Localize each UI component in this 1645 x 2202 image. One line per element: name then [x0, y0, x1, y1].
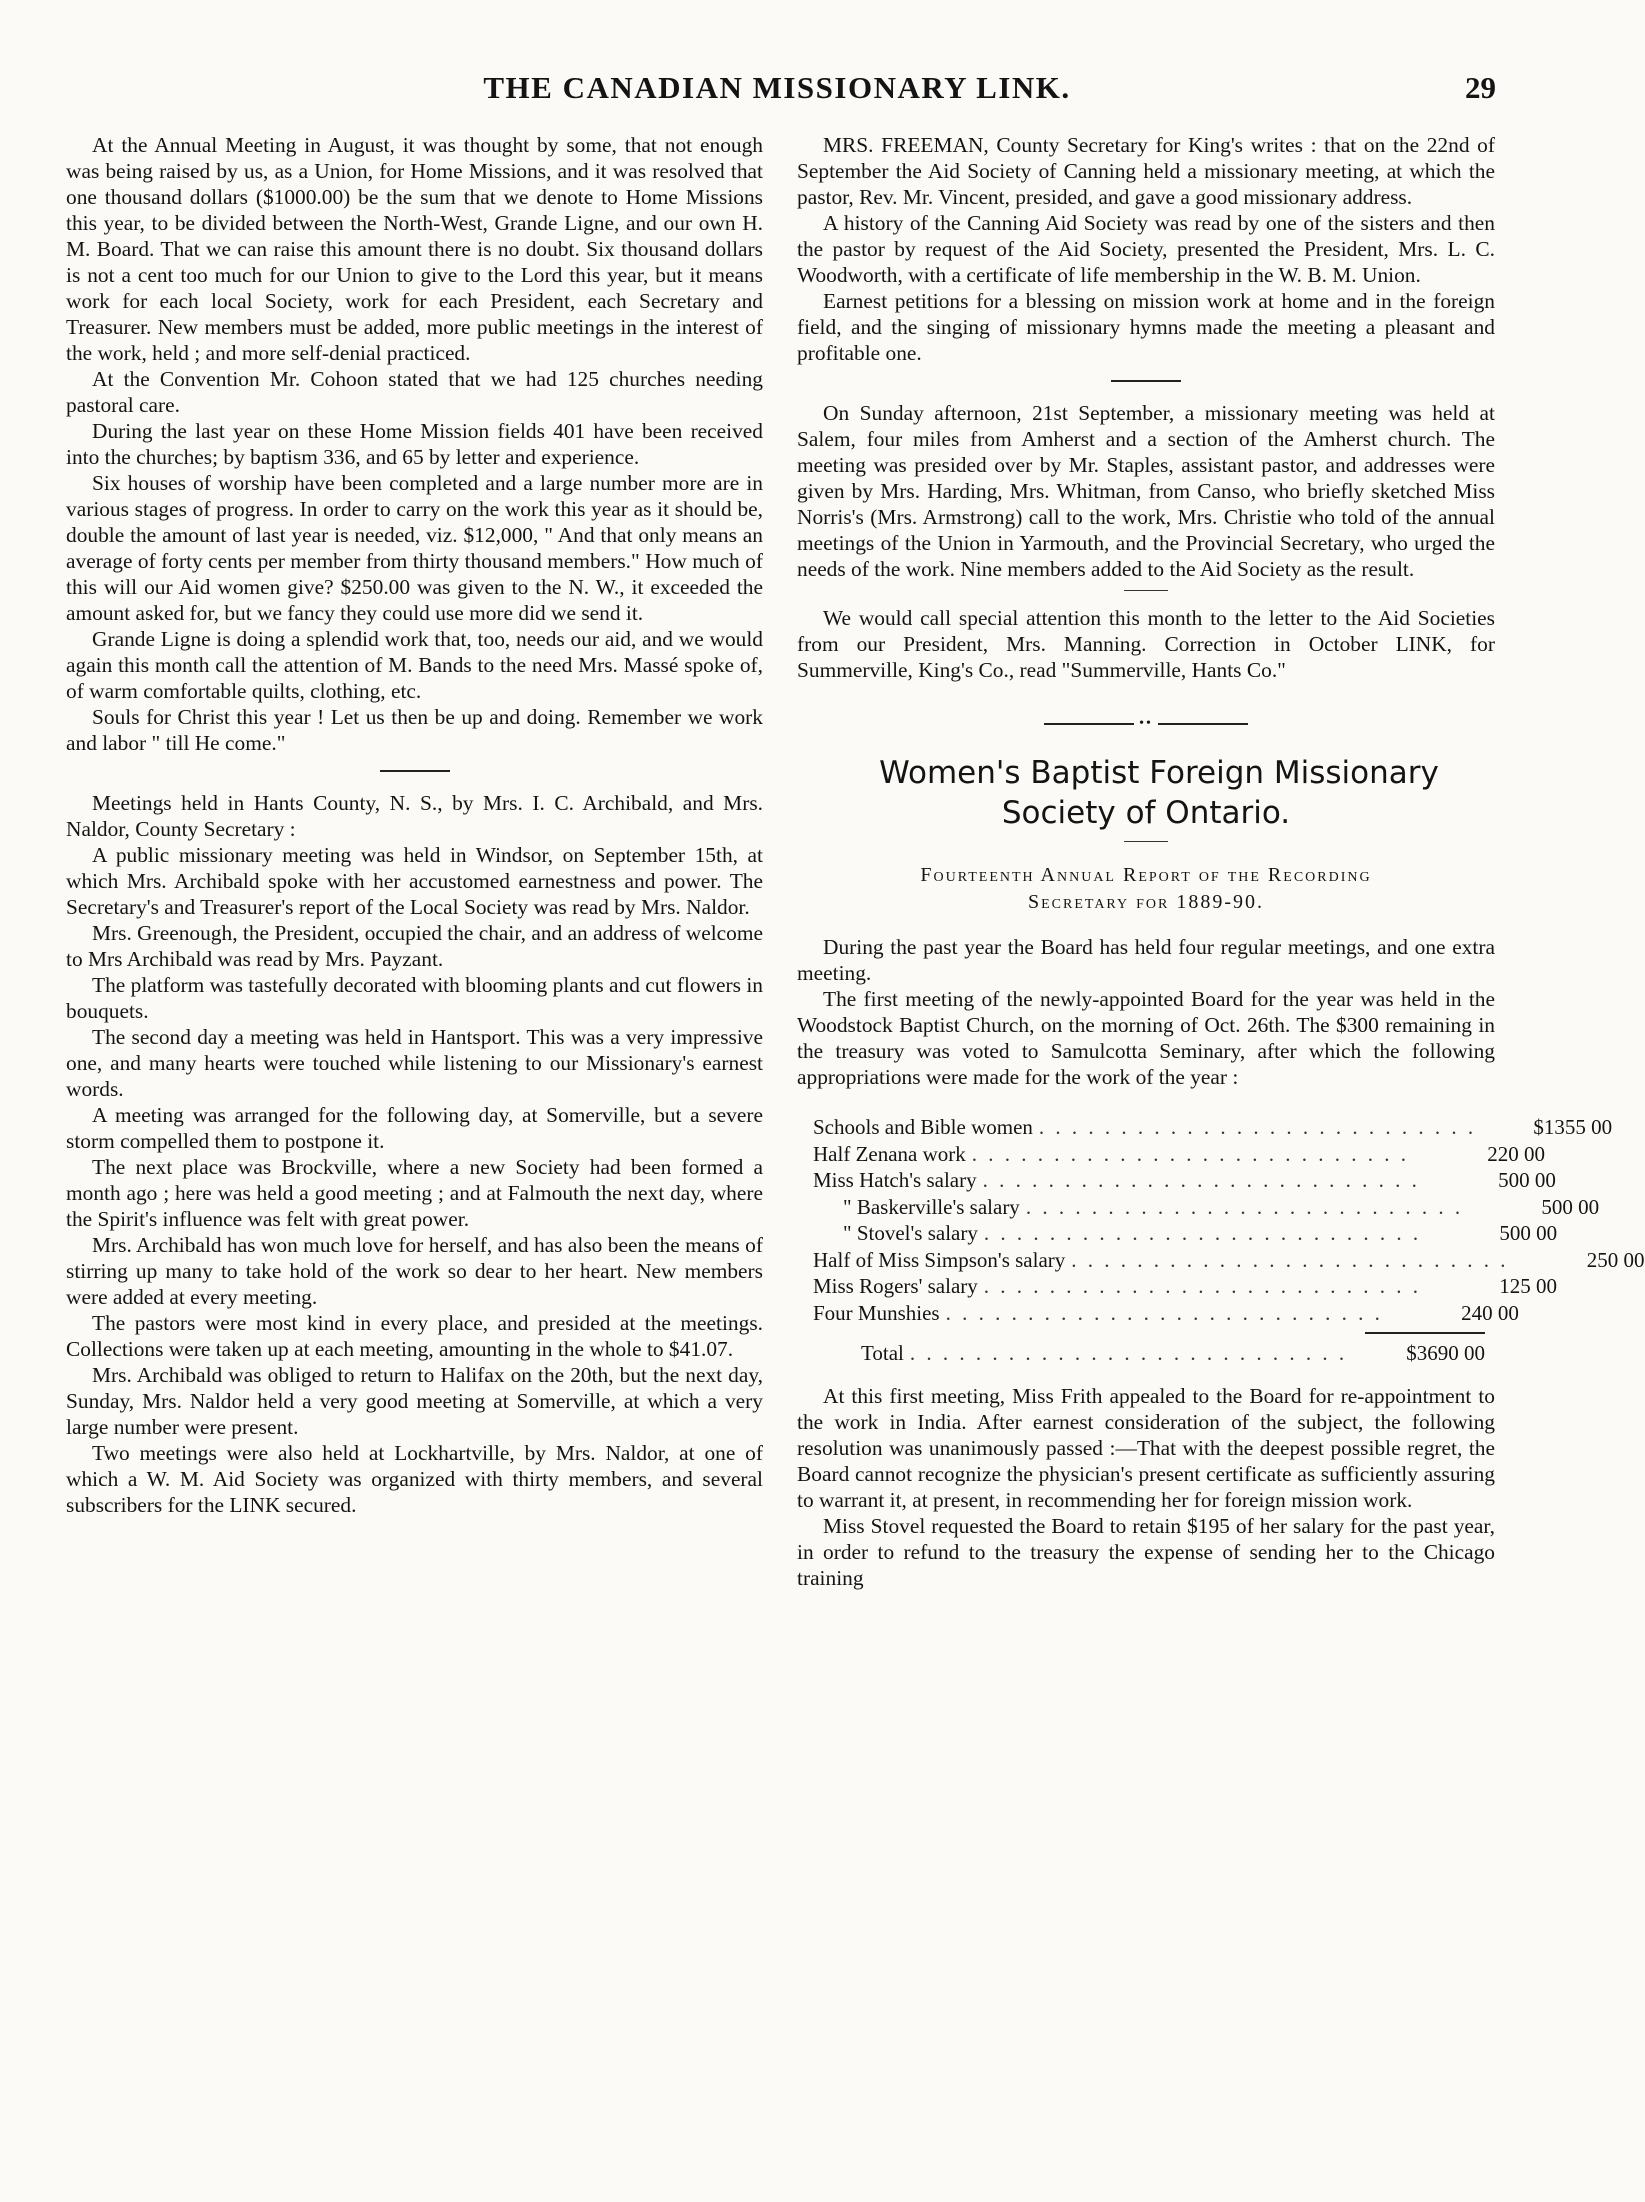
table-row: Miss Hatch's salary . . . . . . . . . . . . . . . . . . . . . . . . . . . 500 00: [813, 1168, 1556, 1192]
table-row: Half Zenana work . . . . . . . . . . . . . . . . . . . . . . . . . . . 220 00: [813, 1141, 1546, 1166]
page-header: [0, 70, 1554, 116]
left-column: [66, 132, 763, 2172]
paragraph: During the last year on these Home Mission fields 401 have been received into the churches; by baptism 336, and 65 by letter and experience.: [66, 419, 763, 469]
appropriation-label: Half Zenana work: [813, 1141, 966, 1166]
table-row: Schools and Bible women . . . . . . . . . . . . . . . . . . . . . . . . . . . $1355 00: [813, 1115, 1613, 1139]
appropriation-label: " Stovel's salary: [843, 1221, 978, 1245]
sum-rule: [1365, 1332, 1485, 1334]
table-row: Miss Rogers' salary . . . . . . . . . . . . . . . . . . . . . . . . . . . 125 00: [813, 1274, 1558, 1298]
section-divider: [1111, 380, 1181, 382]
paragraph: At this first meeting, Miss Frith appealed to the Board for re-appointment to the work in India. After earnest consideration of the subject, the following resolution was unanimously passed :—That with the deepest possible regret, the Board cannot recognize the physician's present certificate as sufficiently assuring to warrant it, at present, in recommending her for foreign mission work.: [797, 1383, 1495, 1512]
paragraph: Mrs. Archibald was obliged to return to Halifax on the 20th, but the next day, Sunday, Mrs. Naldor held a very good meeting at Somerville, at which a very large number were present.: [66, 1363, 763, 1439]
table-row: Half of Miss Simpson's salary . . . . . . . . . . . . . . . . . . . . . . . . . . . 250 00: [813, 1247, 1645, 1272]
paragraph: We would call special attention this month to the letter to the Aid Societies from our President, Mrs. Manning. Correction in October LINK, for Summerville, King's Co., read "Summerville, Hants Co.": [797, 606, 1495, 682]
appropriations-table: [813, 1114, 1645, 1367]
table-row: " Baskerville's salary . . . . . . . . . . . . . . . . . . . . . . . . . . . 500 00: [813, 1194, 1485, 1221]
appropriation-amount: 500 00: [1499, 1221, 1558, 1245]
paragraph: Meetings held in Hants County, N. S., by Mrs. I. C. Archibald, and Mrs. Naldor, County Secretary :: [66, 791, 763, 841]
page-number: 29: [1465, 70, 1496, 105]
appropriation-amount: 250 00: [1586, 1247, 1645, 1272]
paragraph: MRS. FREEMAN, County Secretary for King's writes : that on the 22nd of September the Aid Society of Canning held a missionary meeting, at which the pastor, Rev. Mr. Vincent, presided, and gave a good missionary address.: [797, 133, 1495, 209]
total-row: Total . . . . . . . . . . . . . . . . . . . . . . . . . . . $3690 00: [813, 1340, 1485, 1367]
paragraph: At the Annual Meeting in August, it was thought by some, that not enough was being raised by us, as a Union, for Home Missions, and it was resolved that one thousand dollars ($1000.00) be the sum that we denote to Home Missions this year, to be divided between the North-West, Grande Ligne, and our own H. M. Board. That we can raise this amount there is no doubt. Six thousand dollars is not a cent too much for our Union to give to the Lord this year, but it means work for each local Society, work for each President, each Secretary and Treasurer. New members must be added, more public meetings in the interest of the work, held ; and more self-denial practiced.: [66, 133, 763, 365]
appropriation-label: Miss Hatch's salary: [813, 1168, 977, 1192]
report-heading-line: Fourteenth Annual Report of the Recording: [920, 864, 1372, 886]
appropriation-label: " Baskerville's salary: [843, 1194, 1020, 1219]
appropriation-label: Miss Rogers' salary: [813, 1274, 978, 1298]
paragraph: Miss Stovel requested the Board to retain $195 of her salary for the past year, in order to refund to the treasury the expense of sending her to the Chicago training: [797, 1513, 1495, 1590]
paragraph: Souls for Christ this year ! Let us then be up and doing. Remember we work and labor " till He come.": [66, 705, 763, 755]
appropriation-label: Half of Miss Simpson's salary: [813, 1247, 1066, 1272]
paragraph: The platform was tastefully decorated with blooming plants and cut flowers in bouquets.: [66, 973, 763, 1023]
ornamental-divider: ••: [797, 711, 1495, 737]
paragraph: Earnest petitions for a blessing on mission work at home and in the foreign field, and the singing of missionary hymns made the meeting a pleasant and profitable one.: [797, 289, 1495, 365]
paragraph: Grande Ligne is doing a splendid work that, too, needs our aid, and we would again this month call the attention of M. Bands to the need Mrs. Massé spoke of, of warm comfortable quilts, clothing, etc.: [66, 627, 763, 703]
paragraph: The pastors were most kind in every place, and presided at the meetings. Collections were taken up at each meeting, amounting in the whole to $41.07.: [66, 1311, 763, 1361]
appropriation-amount: 500 00: [1498, 1168, 1556, 1192]
paragraph: A meeting was arranged for the following day, at Somerville, but a severe storm compelled them to postpone it.: [66, 1103, 763, 1153]
paragraph: A history of the Canning Aid Society was read by one of the sisters and then the pastor by request of the Aid Society, presented the President, Mrs. L. C. Woodworth, with a certificate of life membership in the W. B. M. Union.: [797, 211, 1495, 287]
paragraph: At the Convention Mr. Cohoon stated that we had 125 churches needing pastoral care.: [66, 367, 763, 417]
total-amount: $3690 00: [1406, 1341, 1485, 1365]
appropriation-amount: 500 00: [1541, 1194, 1600, 1219]
table-row: " Stovel's salary . . . . . . . . . . . . . . . . . . . . . . . . . . . 500 00: [813, 1220, 1485, 1247]
total-label: Total: [861, 1341, 904, 1365]
section-divider: [1124, 590, 1168, 591]
section-divider: [1124, 841, 1168, 842]
paragraph: On Sunday afternoon, 21st September, a missionary meeting was held at Salem, four miles from Amherst and a section of the Amherst church. The meeting was presided over by Mr. Staples, assistant pastor, and addresses were given by Mrs. Harding, Mrs. Whitman, from Canso, who briefly sketched Miss Norris's (Mrs. Armstrong) call to the work, Mrs. Christie who told of the annual meetings of the Union in Yarmouth, and the Provincial Secretary, who urged the needs of the work. Nine members added to the Aid Society as the result.: [797, 401, 1495, 581]
paragraph: A public missionary meeting was held in Windsor, on September 15th, at which Mrs. Archibald spoke with her accustomed earnestness and power. The Secretary's and Treasurer's report of the Local Society was read by Mrs. Naldor.: [66, 843, 763, 919]
appropriation-amount: 240 00: [1461, 1300, 1519, 1325]
paragraph: The second day a meeting was held in Hantsport. This was a very impressive one, and many hearts were touched while listening to our Missionary's earnest words.: [66, 1025, 763, 1101]
report-heading: [797, 862, 1495, 916]
appropriation-amount: 125 00: [1499, 1274, 1558, 1298]
report-heading-line: Secretary for 1889-90.: [1027, 891, 1264, 913]
publication-title: THE CANADIAN MISSIONARY LINK.: [483, 70, 1071, 105]
paragraph: During the past year the Board has held four regular meetings, and one extra meeting.: [797, 935, 1495, 985]
paragraph: Mrs. Archibald has won much love for herself, and has also been the means of stirring up many to take hold of the work so dear to her heart. New members were added at every meeting.: [66, 1233, 763, 1309]
appropriation-amount: $1355 00: [1533, 1115, 1613, 1139]
paragraph: Six houses of worship have been completed and a large number more are in various stages of progress. In order to carry on the work this year as it should be, double the amount of last year is needed, viz. $12,000, " And that only means an average of forty cents per member from thirty thousand members." How much of this will our Aid women give? $250.00 was given to the N. W., it exceeded the amount asked for, but we fancy they could use more did we send it.: [66, 471, 763, 625]
section-divider: [380, 770, 450, 772]
appropriation-label: Four Munshies: [813, 1300, 940, 1325]
appropriation-label: Schools and Bible women: [813, 1115, 1033, 1139]
right-column: [797, 132, 1645, 2172]
section-heading: Women's Baptist Foreign Missionary Society of Ontario.: [879, 755, 1439, 831]
paragraph: The next place was Brockville, where a new Society had been formed a month ago ; here was held a good meeting ; and at Falmouth the next day, where the Spirit's influence was felt with great power.: [66, 1155, 763, 1231]
paragraph: Mrs. Greenough, the President, occupied the chair, and an address of welcome to Mrs Archibald was read by Mrs. Payzant.: [66, 921, 763, 971]
paragraph: Two meetings were also held at Lockhartville, by Mrs. Naldor, at one of which a W. M. Aid Society was organized with thirty members, and several subscribers for the LINK secured.: [66, 1441, 763, 1517]
paragraph: The first meeting of the newly-appointed Board for the year was held in the Woodstock Baptist Church, on the morning of Oct. 26th. The $300 remaining in the treasury was voted to Samulcotta Seminary, after which the following appropriations were made for the work of the year :: [797, 987, 1495, 1089]
appropriation-amount: 220 00: [1487, 1141, 1546, 1166]
table-row: Four Munshies . . . . . . . . . . . . . . . . . . . . . . . . . . . 240 00: [813, 1300, 1519, 1325]
